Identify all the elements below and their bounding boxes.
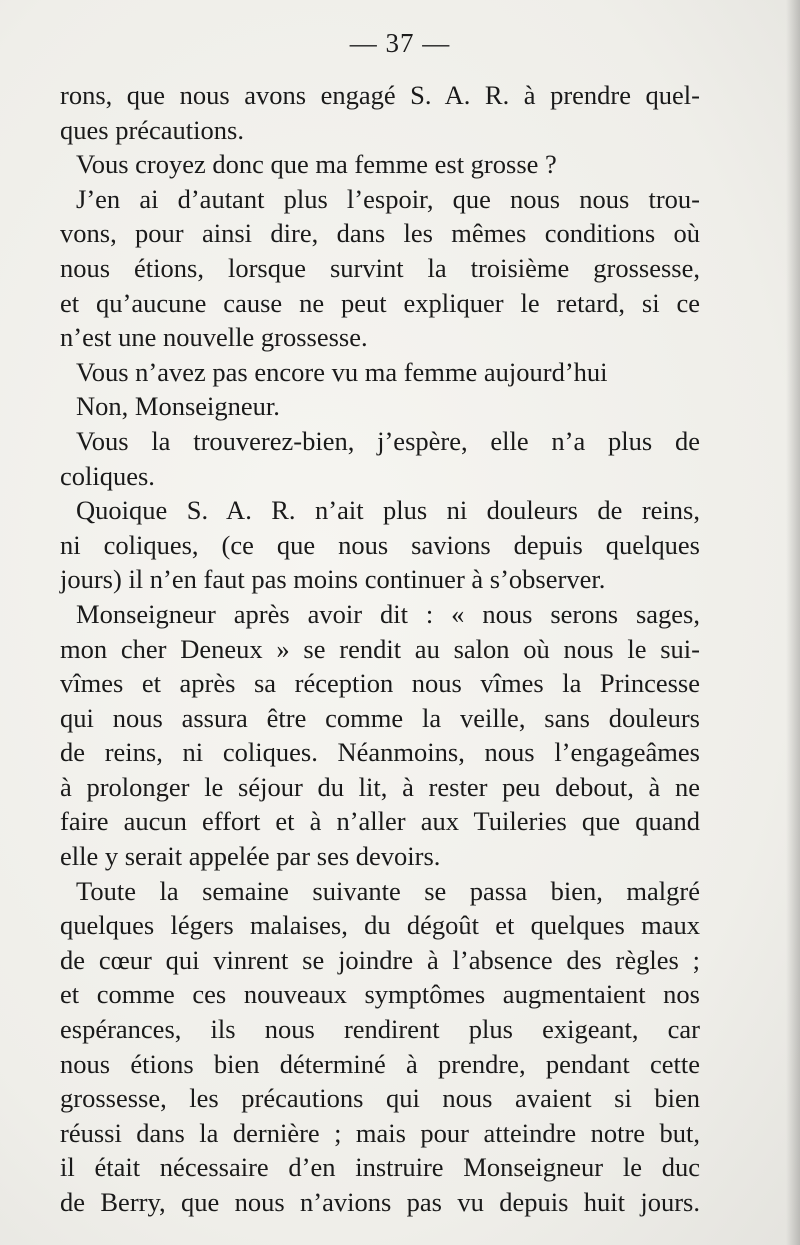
text-line: grossesse, les précautions qui nous avaient si bien	[60, 1083, 700, 1114]
text-line: Non, Monseigneur.	[76, 391, 280, 422]
text-line: et comme ces nouveaux symptômes augmentaient nos	[60, 979, 700, 1010]
text-line: elle y serait appelée par ses devoirs.	[60, 841, 441, 872]
text-line: rons, que nous avons engagé S. A. R. à prendre quel-	[60, 80, 700, 110]
text-line: faire aucun effort et à n’aller aux Tuileries que quand	[60, 806, 700, 837]
page-number: — 37 —	[349, 28, 451, 58]
text-line: Vous croyez donc que ma femme est grosse ?	[76, 149, 557, 180]
text-line: jours) il n’en faut pas moins continuer à s’observer.	[60, 564, 606, 595]
text-line: à prolonger le séjour du lit, à rester peu debout, à ne	[60, 771, 700, 802]
text-line: J’en ai d’autant plus l’espoir, que nous nous trou-	[76, 183, 700, 214]
text-line: de reins, ni coliques. Néanmoins, nous l’engageâmes	[60, 737, 700, 768]
text-line: nous étions, lorsque survint la troisième grossesse,	[60, 252, 700, 283]
text-line: ques précautions.	[60, 114, 244, 145]
text-line: il était nécessaire d’en instruire Monseigneur le duc	[60, 1152, 700, 1183]
text-line: qui nous assura être comme la veille, sans douleurs	[60, 702, 700, 733]
text-line: vîmes et après sa réception nous vîmes la Princesse	[60, 668, 700, 699]
page-edge-shadow	[786, 0, 800, 1245]
text-line: nous étions bien déterminé à prendre, pendant cette	[60, 1048, 700, 1079]
text-line: vons, pour ainsi dire, dans les mêmes conditions où	[60, 218, 700, 249]
text-line: Monseigneur après avoir dit : « nous serons sages,	[76, 598, 700, 629]
text-line: et qu’aucune cause ne peut expliquer le retard, si ce	[60, 287, 700, 318]
text-line: mon cher Deneux » se rendit au salon où nous le sui-	[60, 633, 700, 664]
text-line: Vous n’avez pas encore vu ma femme aujourd’hui	[76, 356, 608, 387]
text-line: espérances, ils nous rendirent plus exigeant, car	[60, 1014, 700, 1045]
text-line: de cœur qui vinrent se joindre à l’absence des règles ;	[60, 944, 700, 975]
body-text	[60, 78, 700, 1220]
text-line: n’est une nouvelle grossesse.	[60, 322, 368, 353]
text-line: quelques légers malaises, du dégoût et quelques maux	[60, 910, 700, 941]
text-line: de Berry, que nous n’avions pas vu depuis huit jours.	[60, 1187, 700, 1217]
text-line: Vous la trouverez-bien, j’espère, elle n’a plus de	[76, 425, 700, 456]
text-line: Toute la semaine suivante se passa bien, malgré	[76, 875, 700, 906]
text-line: ni coliques, (ce que nous savions depuis quelques	[60, 529, 700, 560]
text-line: réussi dans la dernière ; mais pour atteindre notre but,	[60, 1117, 700, 1148]
text-line: Quoique S. A. R. n’ait plus ni douleurs de reins,	[76, 495, 700, 526]
text-line: coliques.	[60, 460, 155, 491]
